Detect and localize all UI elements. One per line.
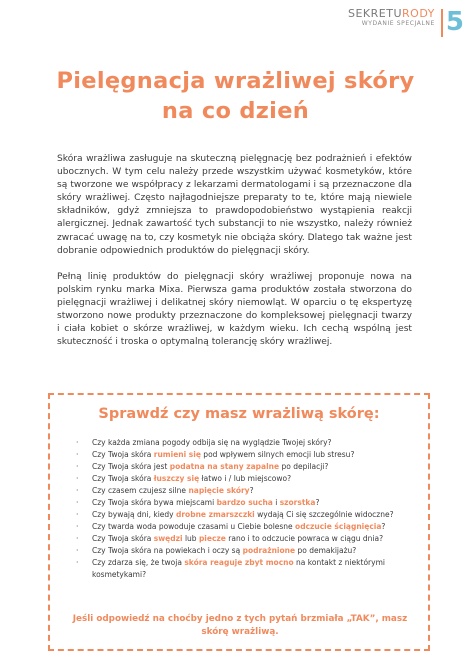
quiz-question-highlight: łuszczy się (153, 474, 200, 483)
quiz-question-text: Czy Twoja skóra na powiekach i oczy są (92, 546, 243, 555)
quiz-question (76, 557, 416, 581)
quiz-question-text: ? (315, 498, 320, 507)
article-title-line1: Pielęgnacja wrażliwej skóry (56, 68, 415, 94)
page-number: 5 (445, 7, 464, 37)
quiz-question (76, 461, 416, 473)
quiz-question-text: Czy każda zmiana pogody odbija się na wyglądzie Twojej skóry? (92, 438, 332, 447)
quiz-question-text: Czy twarda woda powoduje czasami u Ciebie bolesne (92, 522, 296, 531)
quiz-question-text: Czy Twoja skóra (92, 474, 154, 483)
quiz-question-highlight: szorstka (279, 498, 316, 507)
quiz-question (76, 545, 416, 557)
bullet-icon: · (76, 546, 79, 555)
quiz-question-text: ? (249, 486, 254, 495)
bullet-icon: · (76, 486, 79, 495)
quiz-question-list (76, 437, 416, 581)
article-paragraph-1: Skóra wrażliwa zasługuje na skuteczną pielęgnację bez podrażnień i efektów ubocznych. W tym celu należy przede wszystkim używać kosmetyków, które są tworzone we współpracy z lekarzami dermatologami i są przeznaczone dla skóry wrażliwej. Często najłagodniejsze preparaty to te, które mają niewiele składników, gdyż zmniejsza to prawdopodobieństwo wystąpienia reakcji alergicznej. Jednak zawartość tych substancji to nie wszystko, należy również zwracać uwagę na to, czy kosmetyk nie obciąża skóry. Dlatego tak ważne jest dobranie odpowiednich produktów do pielęgnacji skóry. (57, 154, 412, 256)
brand-name-part2: RODY (402, 7, 435, 20)
quiz-question-highlight: skóra reaguje zbyt mocno (184, 558, 294, 567)
quiz-question-text: na kontakt z niektórymi kosmetykami? (92, 558, 385, 579)
quiz-question-text: Czy Twoja skóra (92, 534, 154, 543)
quiz-question-highlight: napięcie skóry (188, 486, 250, 495)
quiz-question-highlight: piecze (198, 534, 226, 543)
quiz-question (76, 485, 416, 497)
bullet-icon: · (76, 510, 79, 519)
quiz-question (76, 437, 416, 449)
bullet-icon: · (76, 522, 79, 531)
brand-divider (441, 9, 443, 37)
quiz-question-highlight: swędzi (153, 534, 183, 543)
brand-text (348, 7, 435, 28)
quiz-question-text: wydają Ci się szczególnie widoczne? (254, 510, 394, 519)
bullet-icon: · (76, 474, 79, 483)
quiz-question-highlight: podrażnione (242, 546, 296, 555)
article-paragraph-2: Pełną linię produktów do pielęgnacji skóry wrażliwej proponuje nowa na polskim rynku marka Mixa. Pierwsza gama produktów została stworzona do pielęgnacji wrażliwej i delikatnej skóry niemowląt. W oparciu o tę ekspertyzę stworzono nowe produkty przeznaczone do kompleksowej pielęgnacji twarzy i ciała kobiet o skórze wrażliwej, w każdym wieku. Ich cechą wspólną jest skuteczność i troska o optymalną tolerancję skóry wrażliwej. (57, 272, 412, 348)
quiz-question-text: lub (182, 534, 199, 543)
quiz-question (76, 449, 416, 461)
bullet-icon: · (76, 450, 79, 459)
quiz-question-text: i (272, 498, 280, 507)
brand-name (348, 7, 435, 20)
quiz-question (76, 533, 416, 545)
quiz-title: Sprawdź czy masz wrażliwą skórę: (98, 406, 380, 422)
article-title (0, 66, 471, 126)
quiz-conclusion (70, 613, 410, 639)
quiz-question-highlight: podatna na stany zapalne (169, 462, 280, 471)
bullet-icon: · (76, 438, 79, 447)
quiz-question (76, 473, 416, 485)
quiz-question-text: łatwo i / lub miejscowo? (199, 474, 292, 483)
quiz-conclusion-line1: Jeśli odpowiedź na choćby jedno z tych pytań brzmiała „TAK”, masz (72, 614, 408, 624)
quiz-question-highlight: drobne zmarszczki (175, 510, 255, 519)
quiz-question-text: po demakijażu? (295, 546, 357, 555)
brand-header (348, 7, 464, 47)
bullet-icon: · (76, 558, 79, 567)
quiz-question (76, 509, 416, 521)
quiz-question (76, 497, 416, 509)
quiz-question-text: Czy Twoja skóra bywa miejscami (92, 498, 217, 507)
quiz-question-text: Czy bywają dni, kiedy (92, 510, 176, 519)
brand-subtitle: WYDANIE SPECJALNE (361, 20, 435, 27)
quiz-question-text: rano i to odczucie powraca w ciągu dnia? (225, 534, 384, 543)
quiz-question-text: pod wpływem silnych emocji lub stresu? (200, 450, 355, 459)
quiz-question-text: Czy czasem czujesz silne (92, 486, 189, 495)
bullet-icon: · (76, 462, 79, 471)
sensitive-skin-quiz-box (48, 393, 430, 651)
brand-name-part1: SEKRETU (348, 7, 403, 20)
quiz-question-highlight: bardzo sucha (216, 498, 273, 507)
bullet-icon: · (76, 498, 79, 507)
quiz-question-text: po depilacji? (279, 462, 329, 471)
quiz-conclusion-line2: skórę wrażliwą. (201, 627, 279, 637)
quiz-question-text: Czy zdarza się, że twoja (92, 558, 185, 567)
quiz-question (76, 521, 416, 533)
quiz-question-highlight: odczucie ściągnięcia (295, 522, 382, 531)
quiz-question-text: Czy Twoja skóra (92, 450, 154, 459)
quiz-question-highlight: rumieni się (153, 450, 201, 459)
quiz-question-text: Czy Twoja skóra jest (92, 462, 170, 471)
quiz-question-text: ? (381, 522, 386, 531)
bullet-icon: · (76, 534, 79, 543)
article-title-line2: na co dzień (161, 98, 310, 124)
